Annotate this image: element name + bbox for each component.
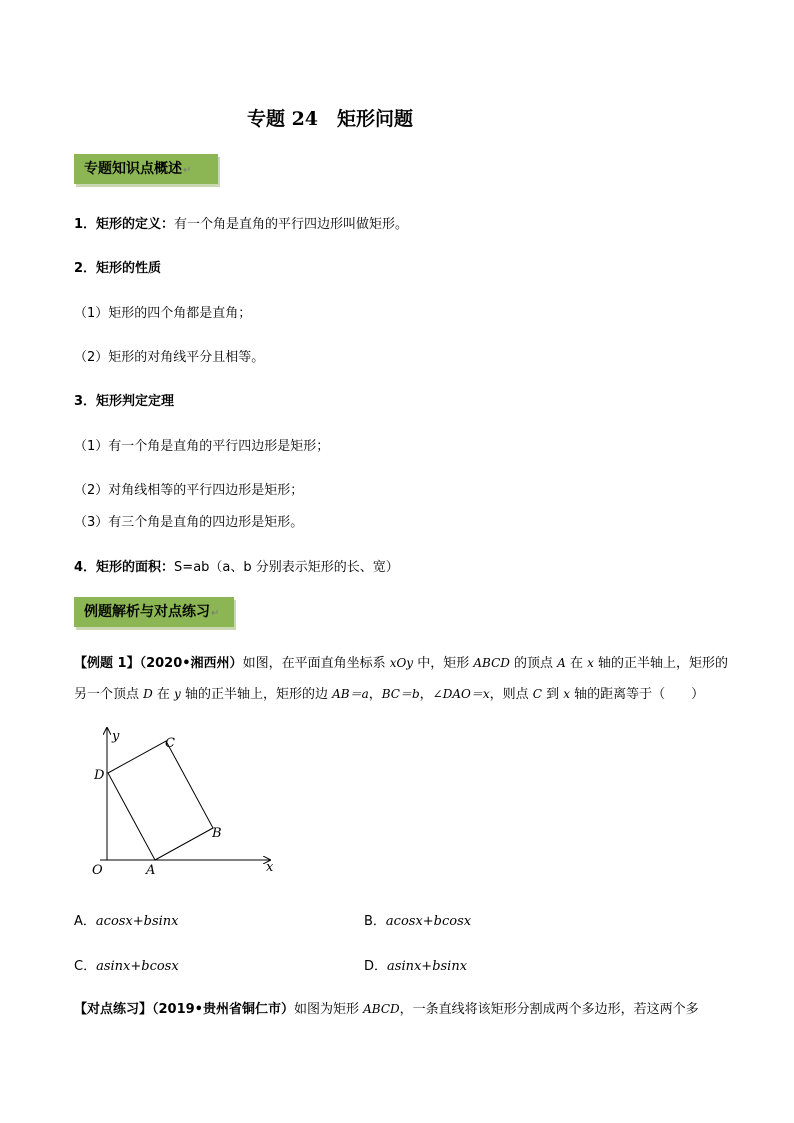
knowledge-4-label: 4．矩形的面积： xyxy=(74,560,175,575)
knowledge-3-label: 3．矩形判定定理 xyxy=(74,394,175,409)
text-run: 中，矩形 xyxy=(413,656,474,671)
knowledge-2-item: （1）矩形的四个角都是直角； xyxy=(74,306,252,321)
knowledge-2-item: （2）矩形的对角线平分且相等。 xyxy=(74,350,265,365)
knowledge-3 xyxy=(74,390,174,409)
math-var: xOy xyxy=(389,656,414,670)
option-letter: A． xyxy=(74,914,96,929)
knowledge-2-label: 2．矩形的性质 xyxy=(74,261,162,276)
text-run: ，一条直线将该矩形分割成两个多边形，若这两个多 xyxy=(399,1002,699,1017)
return-mark: ↵ xyxy=(211,608,220,619)
section-banner-examples xyxy=(74,597,234,627)
knowledge-1-text: 有一个角是直角的平行四边形叫做矩形。 xyxy=(174,217,409,232)
section-banner-knowledge xyxy=(74,154,218,184)
option-letter: D． xyxy=(364,959,388,974)
knowledge-4 xyxy=(74,556,399,575)
text-run: 轴的正半轴上，矩形的另一个顶点 xyxy=(74,656,728,702)
text-run: 的顶点 xyxy=(509,656,558,671)
option-letter: B． xyxy=(364,914,386,929)
math-var: y xyxy=(174,687,181,701)
math-var: AB＝a xyxy=(332,687,369,701)
text-run: 在 xyxy=(152,687,175,702)
knowledge-1-label: 1．矩形的定义： xyxy=(74,217,175,232)
option-expr: acosx+bcosx xyxy=(385,914,472,929)
return-mark: ↵ xyxy=(183,165,192,176)
knowledge-3-item: （3）有三个角是直角的四边形是矩形。 xyxy=(74,515,304,530)
option-c[interactable] xyxy=(74,955,179,974)
option-expr: asinx+bsinx xyxy=(387,959,468,974)
text-run: 在 xyxy=(565,656,588,671)
option-expr: acosx+bsinx xyxy=(95,914,179,929)
math-var: A xyxy=(557,656,566,670)
text-run: 轴的正半轴上，矩形的边 xyxy=(180,687,333,702)
label-d: D xyxy=(94,768,105,783)
example-1-tag: 【例题 1】（2020•湘西州） xyxy=(74,656,243,671)
math-var: D xyxy=(143,687,153,701)
knowledge-1 xyxy=(74,213,408,232)
text-run: 轴的距离等于（ ） xyxy=(569,687,705,702)
label-x: x xyxy=(266,860,274,875)
math-var: x xyxy=(563,687,570,701)
label-b: B xyxy=(212,826,222,841)
text-run: ， xyxy=(419,687,433,702)
label-a: A xyxy=(146,863,156,878)
math-var: BC＝b xyxy=(381,687,420,701)
option-b[interactable] xyxy=(364,910,471,929)
math-var: x xyxy=(587,656,594,670)
option-d[interactable] xyxy=(364,955,467,974)
text-run: 如图为矩形 xyxy=(294,1002,364,1017)
math-var: C xyxy=(532,687,542,701)
math-var: ABCD xyxy=(473,656,510,670)
option-expr: asinx+bcosx xyxy=(96,959,179,974)
banner-text: 例题解析与对点练习 xyxy=(84,604,210,620)
text-run: ，则点 xyxy=(489,687,533,702)
option-letter: C． xyxy=(74,959,97,974)
coordinate-figure xyxy=(80,722,290,882)
text-run: ， xyxy=(368,687,382,702)
practice-question xyxy=(74,994,734,1025)
practice-tag: 【对点练习】（2019•贵州省铜仁市） xyxy=(74,1002,294,1017)
knowledge-4-text: S=ab（a、b 分别表示矩形的长、宽） xyxy=(174,560,399,575)
label-o: O xyxy=(92,863,103,878)
page-title: 专题 24 矩形问题 xyxy=(246,108,414,130)
math-var: ∠DAO＝x xyxy=(432,687,490,701)
banner-text: 专题知识点概述 xyxy=(84,161,182,177)
rectangle-abcd xyxy=(108,741,213,860)
option-a[interactable] xyxy=(74,910,179,929)
math-var: ABCD xyxy=(363,1002,400,1016)
knowledge-3-item: （1）有一个角是直角的平行四边形是矩形； xyxy=(74,439,330,454)
example-1-question xyxy=(74,648,734,710)
knowledge-2 xyxy=(74,257,161,276)
text-run: 到 xyxy=(541,687,564,702)
knowledge-3-item: （2）对角线相等的平行四边形是矩形； xyxy=(74,483,304,498)
text-run: 如图，在平面直角坐标系 xyxy=(242,656,390,671)
label-y: y xyxy=(112,729,120,744)
label-c: C xyxy=(165,736,175,751)
